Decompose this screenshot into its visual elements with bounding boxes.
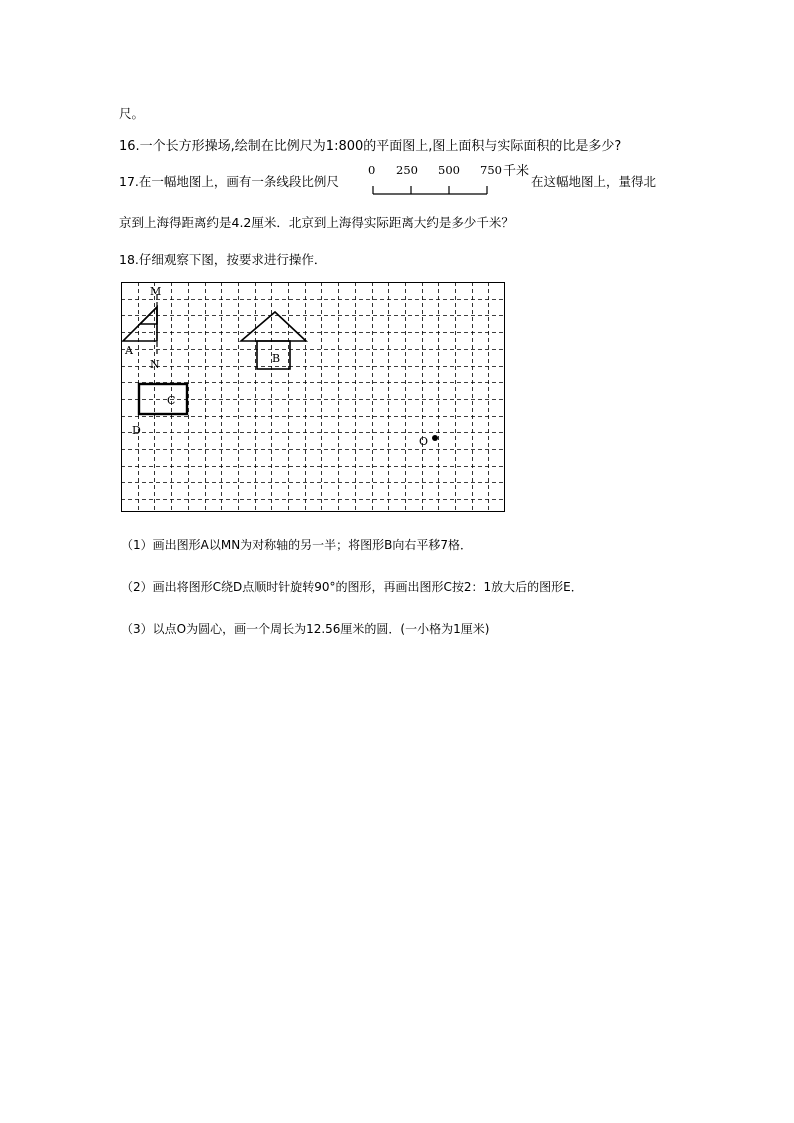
label-b: B (272, 352, 281, 365)
question-17-part-a: 17.在一幅地图上，画有一条线段比例尺 (119, 174, 339, 189)
task-3: （3）以点O为圆心，画一个周长为12.56厘米的圆．(一小格为1厘米) (121, 622, 490, 636)
question-17-part-b: 在这幅地图上，量得北 (531, 174, 657, 189)
scale-tick-250: 250 (396, 163, 418, 177)
scale-tick-500: 500 (438, 163, 460, 177)
label-a: A (125, 344, 133, 357)
scale-unit: 千米 (503, 164, 530, 179)
text-line-continuation: 尺。 (119, 106, 145, 121)
label-c: C (167, 394, 176, 407)
scale-tick-750: 750 (480, 163, 502, 177)
figure-c (139, 384, 187, 414)
task-1: （1）画出图形A以MN为对称轴的另一半；将图形B向右平移7格． (121, 538, 473, 552)
scale-tick-0: 0 (368, 163, 376, 177)
label-n: N (150, 358, 160, 371)
label-d: D (132, 424, 141, 437)
label-m: M (150, 285, 162, 298)
question-16: 16.一个长方形操场,绘制在比例尺为1:800的平面图上,图上面积与实际面积的比是多少? (119, 139, 622, 154)
grid-figure (121, 282, 505, 512)
question-18: 18.仔细观察下图，按要求进行操作． (119, 252, 327, 267)
label-o: O (419, 435, 429, 448)
question-17-part-c: 京到上海得距离约是4.2厘米．北京到上海得实际距离大约是多少千米？ (119, 215, 514, 230)
scale-bar-line (368, 180, 492, 200)
point-o-dot (432, 435, 438, 441)
task-2: （2）画出将图形C绕D点顺时针旋转90°的图形，再画出图形C按2：1放大后的图形E． (121, 580, 583, 594)
